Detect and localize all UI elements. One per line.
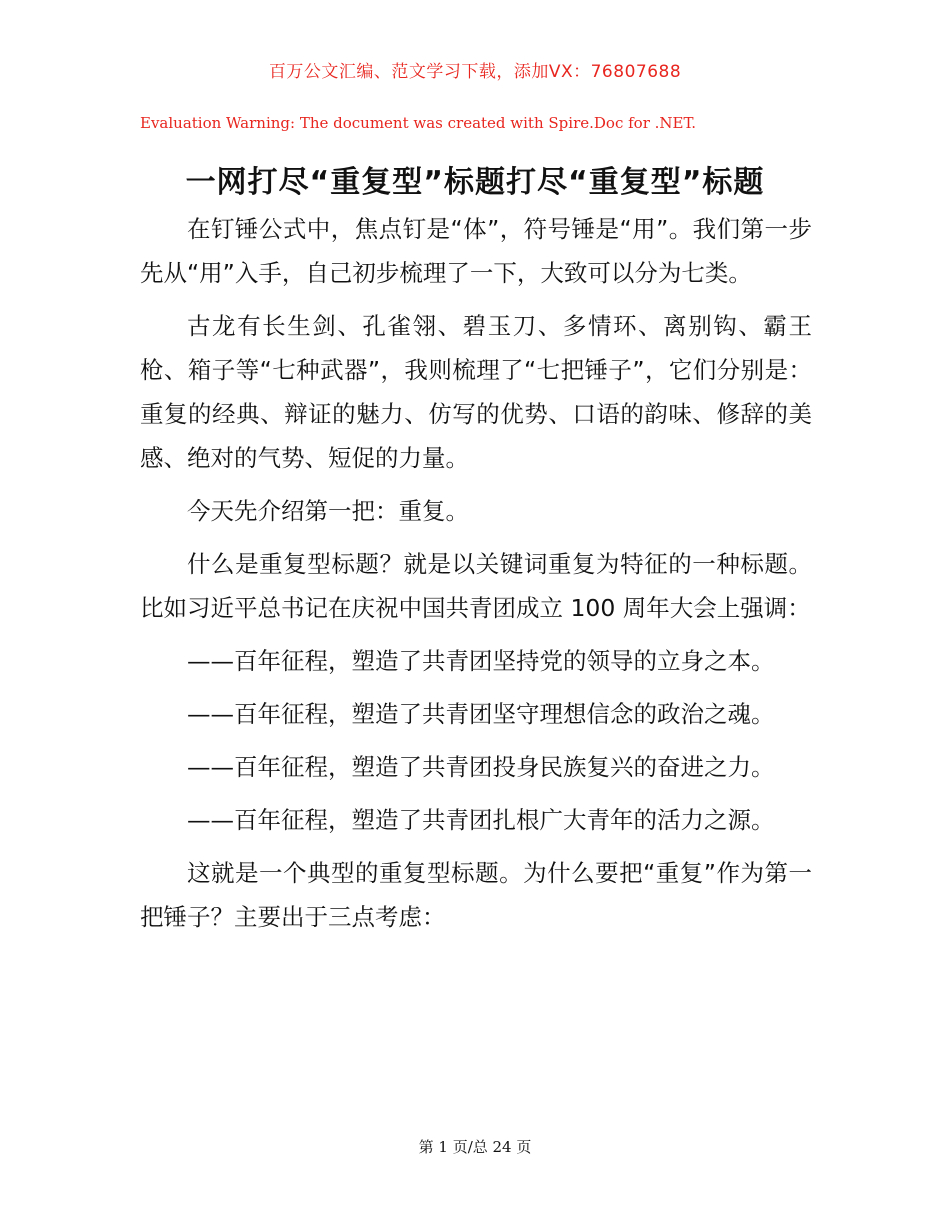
paragraph: 在钉锤公式中，焦点钉是“体”，符号锤是“用”。我们第一步先从“用”入手，自己初步梳理了一下，大致可以分为七类。 — [140, 215, 812, 287]
quote-line: ——百年征程，塑造了共青团坚持党的领导的立身之本。 — [187, 647, 775, 675]
document-title: 一网打尽“重复型”标题打尽“重复型”标题 — [185, 165, 765, 200]
page-number-indicator: 第 1 页/总 24 页 — [418, 1138, 532, 1156]
paragraph: 这就是一个典型的重复型标题。为什么要把“重复”作为第一把锤子？主要出于三点考虑： — [140, 859, 812, 931]
paragraph: 今天先介绍第一把：重复。 — [187, 497, 469, 525]
paragraph: 古龙有长生剑、孔雀翎、碧玉刀、多情环、离别钩、霸王枪、箱子等“七种武器”，我则梳理了“七把锤子”，它们分别是：重复的经典、辩证的魅力、仿写的优势、口语的韵味、修辞的美感、绝对的气势、短促的力量。 — [140, 312, 812, 472]
quote-line: ——百年征程，塑造了共青团投身民族复兴的奋进之力。 — [187, 753, 775, 781]
document-body — [140, 207, 812, 948]
paragraph: 什么是重复型标题？就是以关键词重复为特征的一种标题。比如习近平总书记在庆祝中国共青团成立 100 周年大会上强调： — [140, 550, 812, 622]
quote-line: ——百年征程，塑造了共青团坚守理想信念的政治之魂。 — [187, 700, 775, 728]
header-promo-text: 百万公文汇编、范文学习下载，添加VX：76807688 — [268, 62, 682, 82]
evaluation-warning-text: Evaluation Warning: The document was created with Spire.Doc for .NET. — [140, 114, 697, 132]
quote-line: ——百年征程，塑造了共青团扎根广大青年的活力之源。 — [187, 806, 775, 834]
